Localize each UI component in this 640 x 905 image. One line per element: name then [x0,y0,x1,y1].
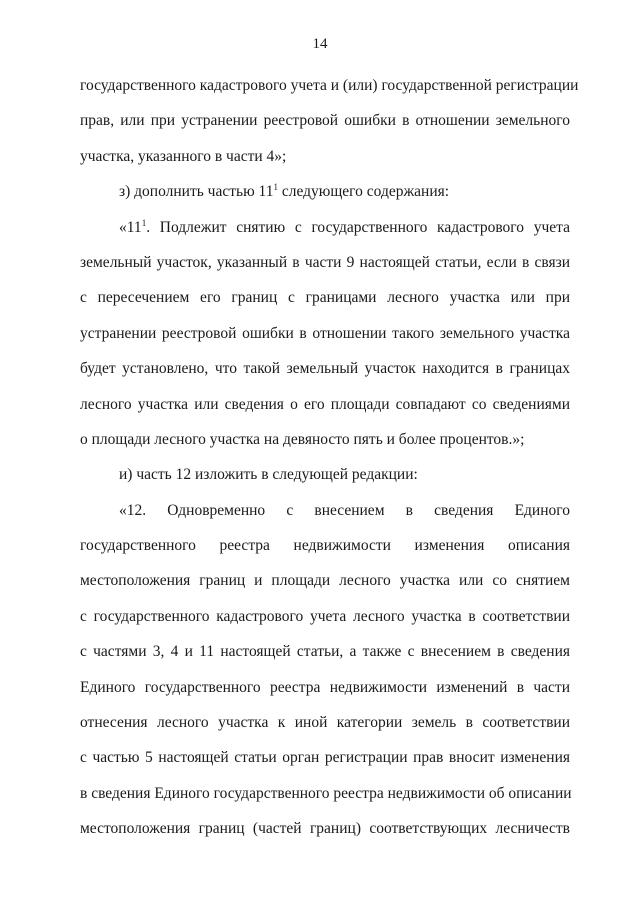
text-line: с частями 3, 4 и 11 настоящей статьи, а также с внесением в сведения [80,643,570,661]
line-text-start: з) дополнить частью 11 [119,183,274,201]
text-line: в сведения Единого государственного реестра недвижимости об описании [80,784,572,802]
line-text-end: следующего содержания: [277,183,450,201]
page-number: 14 [312,36,328,52]
line-text-start: «11 [119,218,142,236]
text-line: с частью 5 настоящей статьи орган регистрации прав вносит изменения [80,749,570,767]
text-line: местоположения границ и площади лесного участка или со снятием [80,572,570,590]
text-line: с пересечением его границ с границами лесного участка или при [80,289,570,307]
text-line: «12. Одновременно с внесением в сведения Единого [119,501,570,519]
superscript-number: 1 [273,182,278,193]
text-line: будет установлено, что такой земельный участок находится в границах [80,360,570,378]
document-body [80,73,579,852]
text-line-with-superscript [80,215,570,250]
text-line-with-superscript [80,179,570,214]
text-line: государственного реестра недвижимости изменения описания [80,537,570,555]
text-line: отнесения лесного участка к иной категории земель в соответствии [80,714,570,732]
text-line: устранении реестровой ошибки в отношении такого земельного участка [80,324,570,342]
text-line: государственного кадастрового учета и (или) государственной регистрации [80,77,579,94]
text-line: земельный участок, указанный в части 9 настоящей статьи, если в связи [80,253,570,271]
text-line: лесного участка или сведения о его площади совпадают со сведениями [80,395,570,413]
text-line: и) часть 12 изложить в следующей редакции: [119,466,418,484]
line-text-end: . Подлежит снятию с государственного кадастрового учета [146,218,570,236]
superscript-number: 1 [141,217,147,228]
text-line: участка, указанного в части 4»; [80,147,287,165]
text-line: с государственного кадастрового учета лесного участка в соответствии [80,607,570,625]
text-line: местоположения границ (частей границ) соответствующих лесничеств [80,820,570,838]
text-line: прав, или при устранении реестровой ошибки в отношении земельного [80,112,570,130]
text-line: о площади лесного участка на девяносто пять и более процентов.»; [80,430,525,448]
text-line: Единого государственного реестра недвижимости изменений в части [80,678,570,696]
